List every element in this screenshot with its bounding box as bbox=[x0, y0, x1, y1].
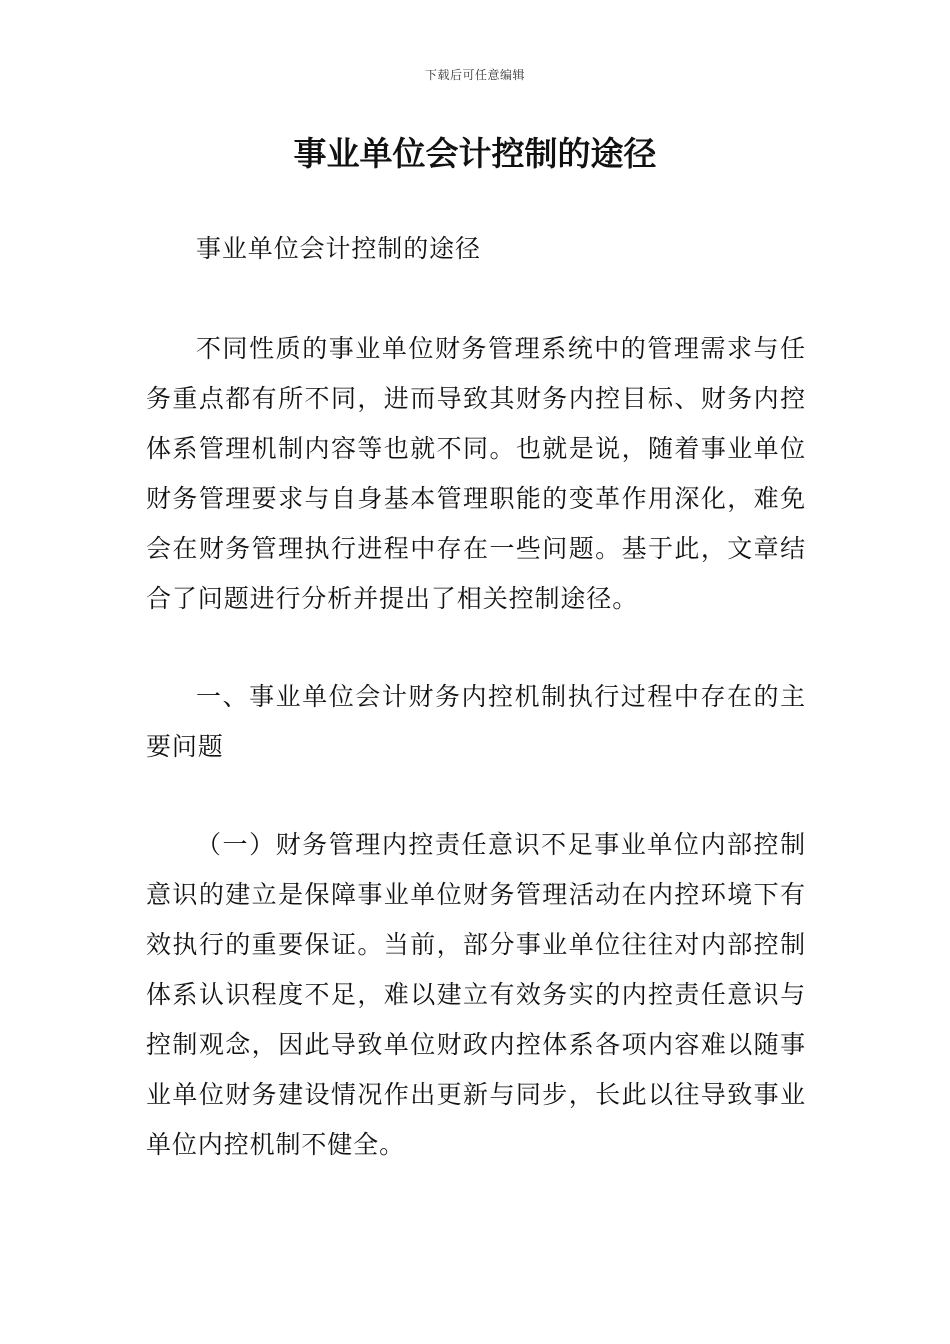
section-heading: 一、事业单位会计财务内控机制执行过程中存在的主要问题 bbox=[146, 682, 806, 761]
document-title: 事业单位会计控制的途径 bbox=[293, 134, 657, 173]
section-paragraph: （一）财务管理内控责任意识不足事业单位内部控制意识的建立是保障事业单位财务管理活动在内控环境下有效执行的重要保证。当前，部分事业单位往往对内部控制体系认识程度不足，难以建立有效务实的内控责任意识与控制观念，因此导致单位财政内控体系各项内容难以随事业单位财务建设情况作出更新与同步，长此以往导致事业单位内控机制不健全。 bbox=[146, 830, 806, 1159]
subtitle-paragraph: 事业单位会计控制的途径 bbox=[196, 234, 481, 263]
intro-paragraph: 不同性质的事业单位财务管理系统中的管理需求与任务重点都有所不同，进而导致其财务内控目标、财务内控体系管理机制内容等也就不同。也就是说，随着事业单位财务管理要求与自身基本管理职能的变革作用深化，难免会在财务管理执行进程中存在一些问题。基于此，文章结合了问题进行分析并提出了相关控制途径。 bbox=[146, 334, 806, 613]
header-note: 下载后可任意编辑 bbox=[424, 68, 525, 82]
